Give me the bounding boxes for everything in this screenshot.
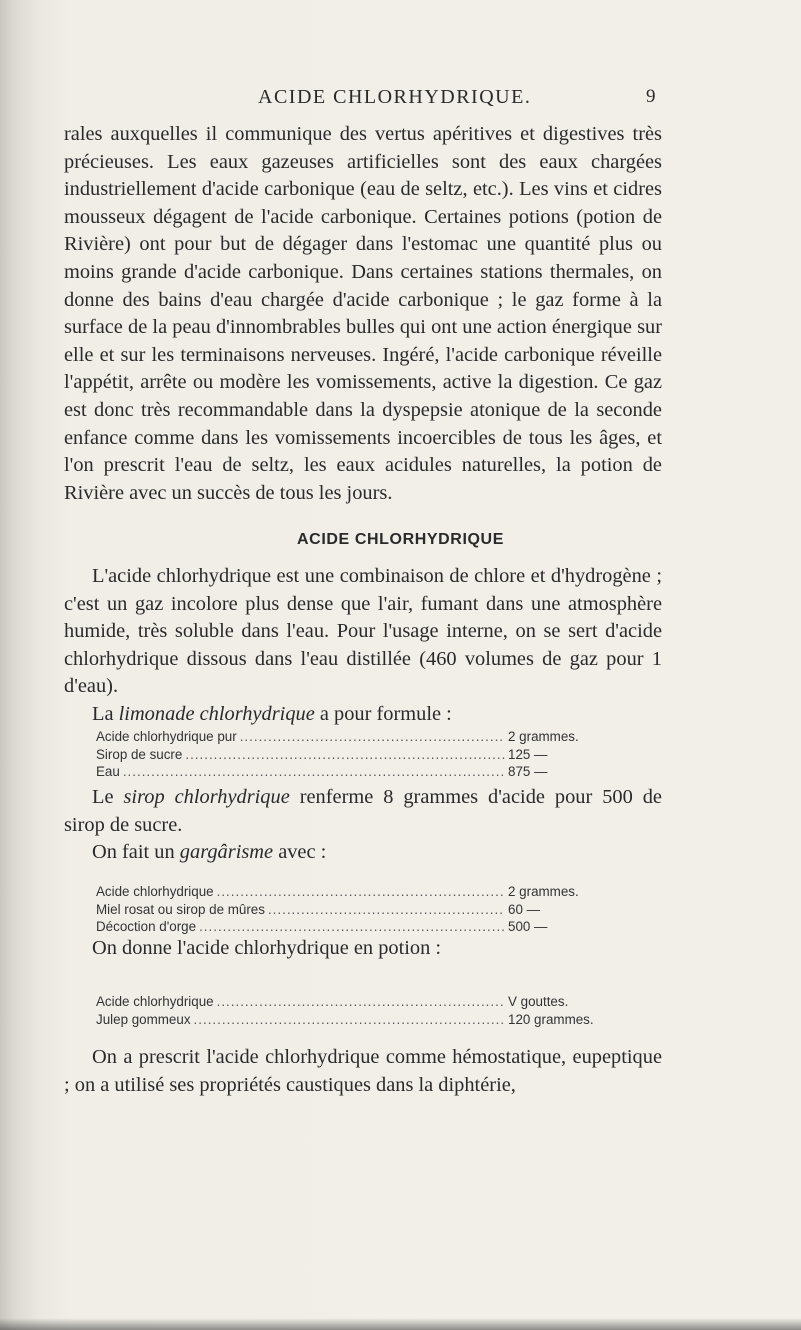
recipe-row: Acide chlorhydrique ..... 2 grammes. xyxy=(96,883,626,901)
recipe-row: Eau ..... 875 — xyxy=(96,763,626,781)
gargarisme-line: On fait un gargârisme avec : xyxy=(92,841,327,864)
intro-text: L'acide chlorhydrique est une combinaison de chlore et d'hydrogène ; c'est un gaz incolore plus dense que l'air, fumant dans une atmosphère humide, très soluble dans l'eau. Pour l'usage interne, on se sert d'acide chlorhydrique dissous dans l'eau distillée (460 volumes de gaz pour 1 d'eau). xyxy=(64,565,662,698)
recipe-limonade xyxy=(96,728,626,781)
page-number: 9 xyxy=(646,86,656,107)
recipe-row: Acide chlorhydrique ..... V gouttes. xyxy=(96,993,626,1011)
paragraph-uses: On a prescrit l'acide chlorhydrique comme hémostatique, eupeptique ; on a utilisé ses propriétés caustiques dans la diphtérie, xyxy=(64,1046,662,1096)
limonade-line: La limonade chlorhydrique a pour formule : xyxy=(92,702,452,725)
sirop-term: sirop chlorhydrique xyxy=(123,786,290,808)
paragraph-hydrochloric-intro xyxy=(64,563,662,729)
paragraph-potion: On donne l'acide chlorhydrique en potion : xyxy=(92,937,442,959)
running-title: ACIDE CHLORHYDRIQUE. xyxy=(258,86,532,108)
recipe-row: Acide chlorhydrique pur ..... 2 grammes. xyxy=(96,728,626,746)
recipe-row: Décoction d'orge ..... 500 — xyxy=(96,918,626,936)
recipe-row: Miel rosat ou sirop de mûres ..... 60 — xyxy=(96,901,626,919)
recipe-row: Julep gommeux ..... 120 grammes. xyxy=(96,1011,626,1029)
limonade-term: limonade chlorhydrique xyxy=(118,702,315,725)
paragraph-sirop xyxy=(64,784,662,867)
recipe-gargarisme xyxy=(96,883,626,936)
section-heading: ACIDE CHLORHYDRIQUE xyxy=(297,531,504,548)
gargarisme-term: gargârisme xyxy=(179,841,274,864)
recipe-row: Sirop de sucre ..... 125 — xyxy=(96,746,626,764)
sirop-line: Le sirop chlorhydrique renferme 8 grammes d'acide pour 500 de sirop de sucre. xyxy=(64,786,662,836)
recipe-potion xyxy=(96,993,626,1028)
page-edge-shadow xyxy=(0,1318,801,1330)
running-header xyxy=(0,86,801,116)
paragraph-carbonic-acid: rales auxquelles il communique des vertus apéritives et digestives très précieuses. Les eaux gazeuses artificielles sont des eaux chargées industriellement d'acide carbonique (eau de seltz, etc.). Les vins et cidres mousseux dégagent de l'acide carbonique. Certaines potions (potion de Rivière) ont pour but de dégager dans l'estomac une quantité plus ou moins grande d'acide carbonique. Dans certaines stations thermales, on donne des bains d'eau chargée d'acide carbonique ; le gaz forme à la surface de la peau d'innombrables bulles qui ont une action énergique sur elle et sur les terminaisons nerveuses. Ingéré, l'acide carbonique réveille l'appétit, arrête ou modère les vomissements, active la digestion. Ce gaz est donc très recommandable dans la dyspepsie atonique de la seconde enfance comme dans les vomissements incoercibles de tous les âges, et l'on prescrit l'eau de seltz, les eaux acidules naturelles, la potion de Rivière avec un succès de tous les jours. xyxy=(64,123,662,504)
